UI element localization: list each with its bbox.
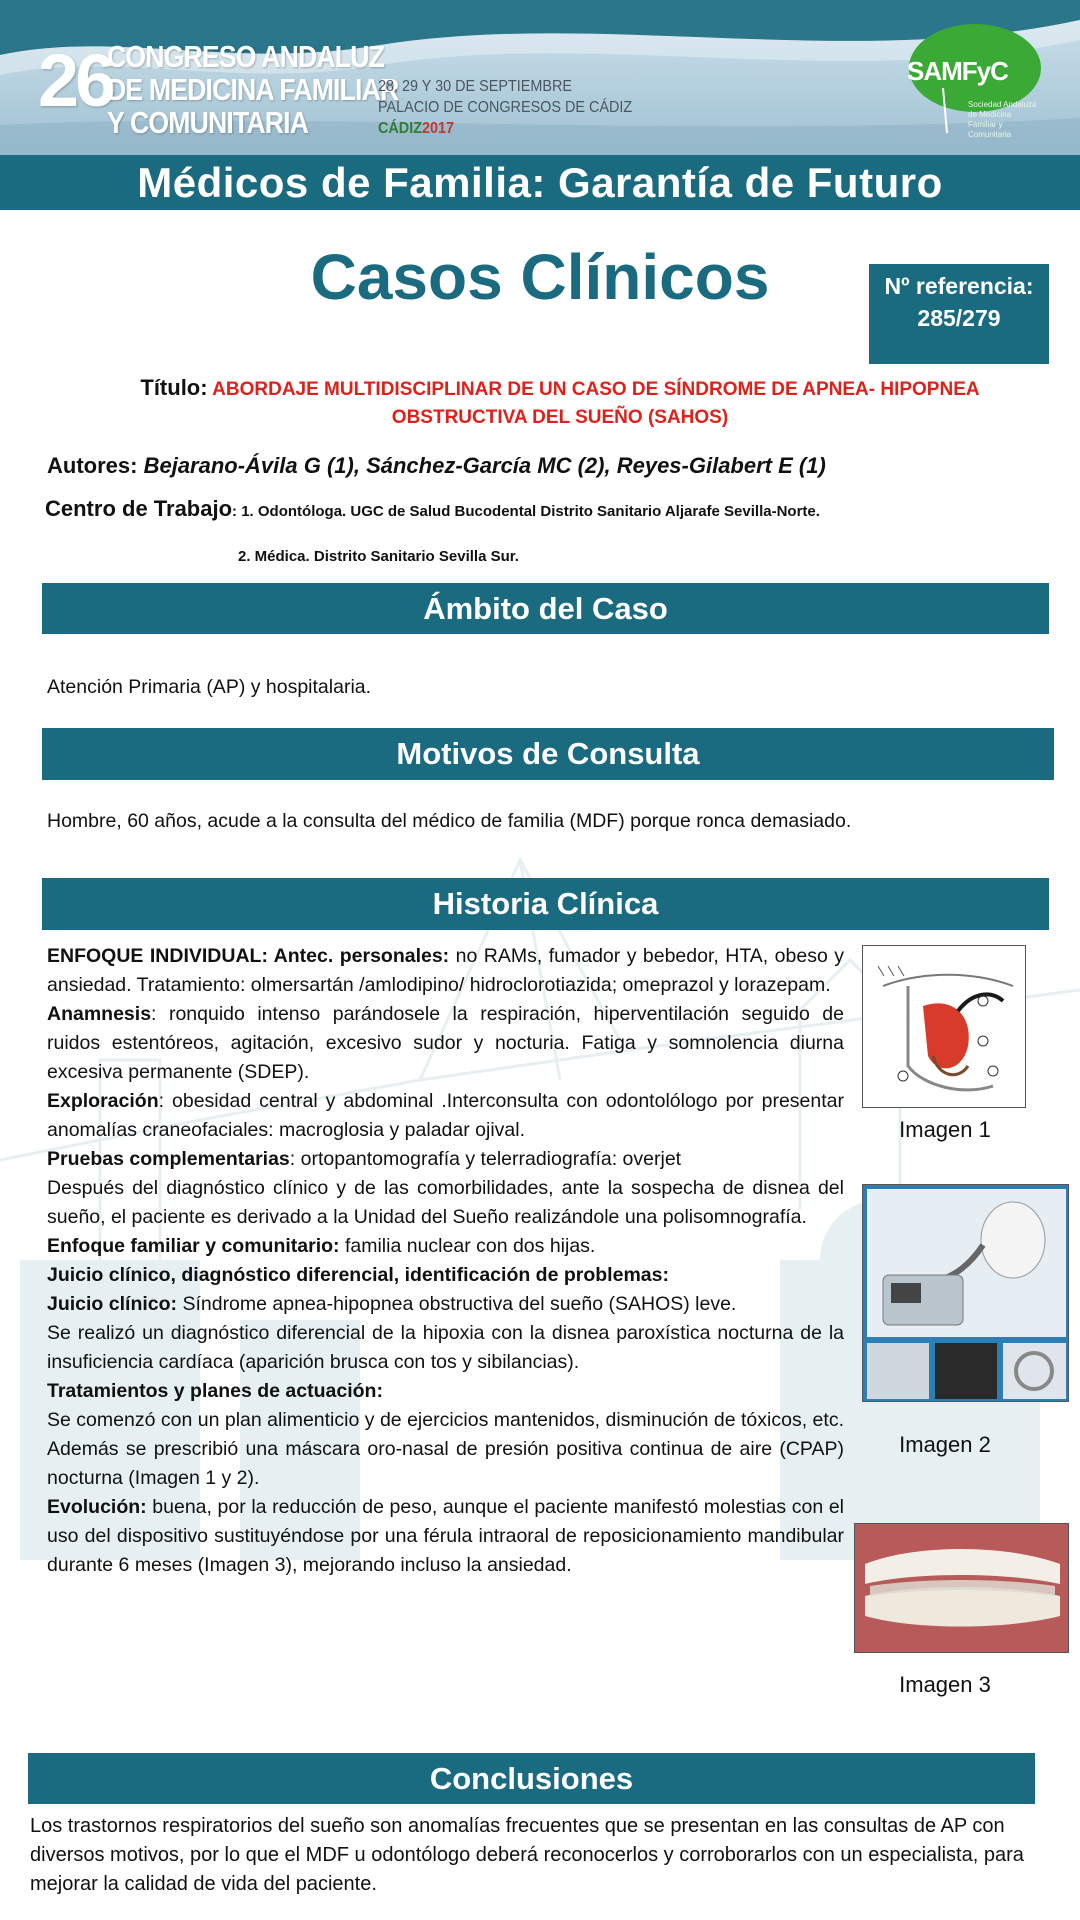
workplace — [45, 496, 820, 522]
historia-bold: Antec. personales: — [267, 945, 450, 967]
historia-bold: ENFOQUE INDIVIDUAL: — [47, 945, 268, 967]
samfyc-logo-subtitle: Sociedad Andaluza de Medicina Familiar y Comunitaria — [968, 100, 1037, 139]
historia-paragraph — [47, 1145, 844, 1174]
historia-text: : ortopantomografía y telerradiografía: overjet — [289, 1148, 682, 1170]
image-3-intraoral-splint — [854, 1523, 1069, 1653]
congress-title-line: CONGRESO ANDALUZ — [107, 39, 385, 74]
image-1-caption: Imagen 1 — [899, 1117, 991, 1142]
congress-title-line: DE MEDICINA FAMILIAR — [107, 72, 399, 107]
teeth-splint-icon — [855, 1524, 1069, 1653]
historia-text: Síndrome apnea-hipopnea obstructiva del sueño (SAHOS) leve. — [177, 1293, 737, 1315]
image-3-caption: Imagen 3 — [899, 1672, 991, 1697]
historia-paragraph: Juicio clínico, diagnóstico diferencial, identificación de problemas: — [47, 1264, 669, 1286]
historia-paragraph — [47, 1000, 844, 1087]
image-2-cpap-device — [862, 1184, 1069, 1402]
congress-title-line: Y COMUNITARIA — [107, 105, 309, 140]
congress-venue-line: PALACIO DE CONGRESOS DE CÁDIZ — [378, 99, 633, 116]
section-heading-ambito: Ámbito del Caso — [42, 583, 1049, 634]
slogan-bar: Médicos de Familia: Garantía de Futuro — [0, 155, 1080, 210]
section-heading-motivos: Motivos de Consulta — [42, 728, 1054, 780]
case-title-label: Título: — [140, 375, 208, 400]
historia-paragraph — [47, 1290, 844, 1319]
historia-bold: Enfoque familiar y comunitario: — [47, 1235, 340, 1257]
historia-bold: Evolución: — [47, 1496, 147, 1518]
document-title: Casos Clínicos — [310, 241, 770, 313]
historia-paragraph: Se realizó un diagnóstico diferencial de la hipoxia con la disnea paroxística nocturna de la insuficiencia cardíaca (aparición brusca con tos y sibilancias). — [47, 1322, 844, 1373]
historia-paragraph: Después del diagnóstico clínico y de las comorbilidades, ante la sospecha de disnea del sueño, el paciente es derivado a la Unidad del Sueño realizándole una polisomnografía. — [47, 1177, 844, 1228]
historia-paragraph — [47, 1087, 844, 1145]
reference-box — [869, 264, 1049, 364]
samfyc-logo-text: SAMFyC — [907, 56, 1008, 86]
historia-text: familia nuclear con dos hijas. — [339, 1235, 596, 1257]
congress-year: 2017 — [422, 120, 455, 137]
congress-number: 26 — [38, 39, 113, 122]
historia-text: buena, por la reducción de peso, aunque el paciente manifestó molestias con el uso del dispositivo sustituyéndose por una férula intraoral de reposicionamiento mandibular durante 6 meses (Imagen 3), mejorando incluso la ansiedad. — [47, 1496, 844, 1576]
historia-text: no RAMs, fumador y bebedor, HTA, obeso y ansiedad. Tratamiento: olmersartán /amlodipino/ hidroclorotiazida; omeprazol y lorazepam. — [47, 945, 844, 996]
congress-dates — [378, 76, 632, 139]
historia-bold: Exploración — [47, 1090, 159, 1112]
historia-paragraph — [47, 942, 844, 1000]
section-text-ambito: Atención Primaria (AP) y hospitalaria. — [47, 676, 372, 698]
historia-text: : obesidad central y abdominal .Interconsulta con odontolólogo por presentar anomalías craneofaciales: macroglosia y paladar ojival. — [47, 1090, 844, 1141]
authors-label: Autores: — [47, 453, 138, 478]
congress-banner — [0, 0, 1080, 155]
cpap-device-icon — [863, 1185, 1069, 1402]
case-title — [80, 374, 1040, 432]
section-text-conclusiones: Los trastornos respiratorios del sueño son anomalías frecuentes que se presentan en las consultas de AP con diversos motivos, por lo que el MDF u odontólogo deberá reconocerlos y corroborarlos con un especialista, para mejorar la calidad de vida del paciente. — [30, 1815, 1024, 1895]
section-heading-historia: Historia Clínica — [42, 878, 1049, 930]
reference-value: 285/279 — [917, 305, 1001, 331]
image-2-caption: Imagen 2 — [899, 1432, 991, 1457]
section-text-motivos: Hombre, 60 años, acude a la consulta del médico de familia (MDF) porque ronca demasiado. — [47, 810, 852, 832]
congress-dates-line: 28, 29 Y 30 DE SEPTIEMBRE — [378, 78, 572, 95]
authors — [47, 453, 826, 479]
historia-bold: Pruebas complementarias — [47, 1148, 290, 1170]
image-1-airway-diagram — [862, 945, 1026, 1108]
workplace-label: Centro de Trabajo — [45, 496, 233, 521]
historia-bold: Juicio clínico: — [47, 1293, 178, 1315]
historia-paragraph — [47, 1493, 844, 1580]
historia-paragraph: Tratamientos y planes de actuación: — [47, 1380, 383, 1402]
case-title-value: ABORDAJE MULTIDISCIPLINAR DE UN CASO DE SÍNDROME DE APNEA- HIPOPNEA OBSTRUCTIVA DEL SUEÑO (SAHOS) — [212, 379, 980, 428]
historia-bold: Anamnesis — [47, 1003, 152, 1025]
airway-diagram-icon — [863, 946, 1026, 1108]
congress-city — [378, 118, 632, 139]
congress-title — [107, 40, 398, 139]
authors-value: Bejarano-Ávila G (1), Sánchez-García MC (2), Reyes-Gilabert E (1) — [143, 453, 826, 478]
reference-label: Nº referencia: — [884, 273, 1034, 299]
historia-text: : ronquido intenso parándosele la respiración, hiperventilación seguido de ruidos estentóreos, agitación, excesivo sudor y nocturia. Fatiga y somnolencia diurna excesiva permanente (SDEP). — [47, 1003, 844, 1083]
workplace-value-1: : 1. Odontóloga. UGC de Salud Bucodental Distrito Sanitario Aljarafe Sevilla-Norte. — [232, 503, 820, 520]
section-heading-conclusiones: Conclusiones — [28, 1753, 1035, 1804]
congress-city-name: CÁDIZ — [378, 120, 423, 137]
historia-clinica-body — [47, 942, 844, 1580]
historia-paragraph: Se comenzó con un plan alimenticio y de ejercicios mantenidos, disminución de tóxicos, etc. Además se prescribió una máscara oro-nasal de presión positiva continua de aire (CPAP) nocturna (Imagen 1 y 2). — [47, 1409, 844, 1489]
workplace-value-2: 2. Médica. Distrito Sanitario Sevilla Sur. — [238, 548, 519, 565]
historia-paragraph — [47, 1232, 844, 1261]
